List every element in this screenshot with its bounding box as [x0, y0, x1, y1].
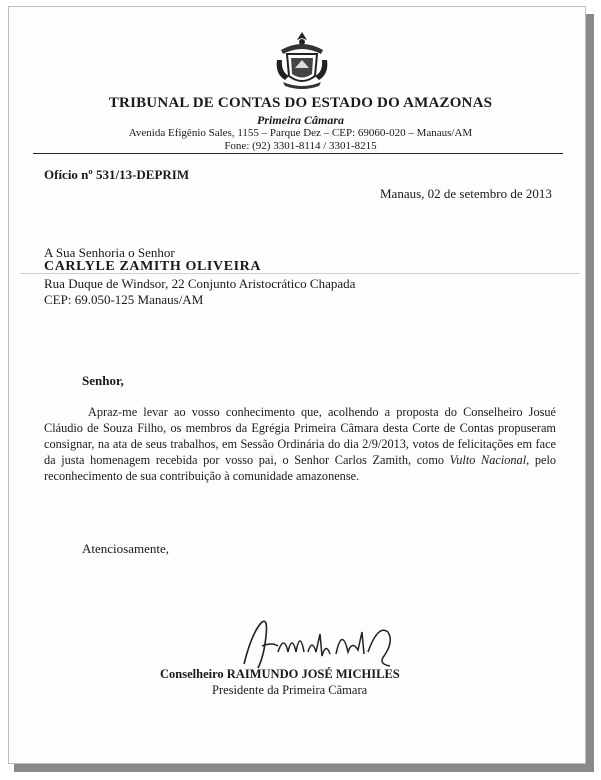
signer-prefix: Conselheiro — [160, 667, 224, 681]
body-text-1: Apraz-me levar ao vosso conhecimento que, acolhendo a proposta do Conselheiro Josué Cláudio de Souza Filho, os membros da Egrégia Primeira Câmara desta Corte de Contas propuseram consignar, na ata de seus trabalhos, em Sessão Ordinária do dia 2/9/2013, votos de felicitações em face da justa homenagem recebida por vosso pai, o Senhor Carlos Zamith, como — [44, 405, 556, 467]
recipient-greeting: A Sua Senhoria o Senhor — [44, 245, 175, 260]
body-emphasis: Vulto Nacional, — [449, 453, 530, 467]
closing: Atenciosamente, — [82, 541, 169, 556]
oficio-number: Ofício nº 531/13-DEPRIM — [44, 167, 190, 182]
body-paragraph — [44, 404, 556, 484]
chamber-name: Primeira Câmara — [256, 113, 344, 127]
org-phone: Fone: (92) 3301-8114 / 3301-8215 — [224, 140, 377, 152]
recipient-name: CARLYLE ZAMITH OLIVEIRA — [44, 259, 262, 274]
header-divider — [33, 153, 563, 154]
org-address: Avenida Efigênio Sales, 1155 – Parque Dez – CEP: 69060-020 – Manaus/AM — [128, 127, 473, 139]
recipient-street: Rua Duque de Windsor, 22 Conjunto Aristocrático Chapada — [44, 276, 356, 291]
handwritten-signature — [238, 612, 408, 674]
signer-title: Presidente da Primeira Câmara — [212, 683, 368, 697]
letter-date: Manaus, 02 de setembro de 2013 — [380, 186, 552, 201]
signer-name — [160, 667, 580, 682]
salutation: Senhor, — [82, 373, 124, 388]
coat-of-arms-icon — [271, 30, 333, 92]
letter-body — [44, 404, 556, 484]
org-name: TRIBUNAL DE CONTAS DO ESTADO DO AMAZONAS — [108, 95, 493, 111]
body-text-2: pelo reconhecimento de sua contribuição à comunidade amazonense. — [44, 453, 557, 483]
signer-full-name: RAIMUNDO JOSÉ MICHILES — [226, 667, 400, 681]
scan-artifact-line — [20, 273, 580, 274]
recipient-cep: CEP: 69.050-125 Manaus/AM — [44, 292, 204, 307]
